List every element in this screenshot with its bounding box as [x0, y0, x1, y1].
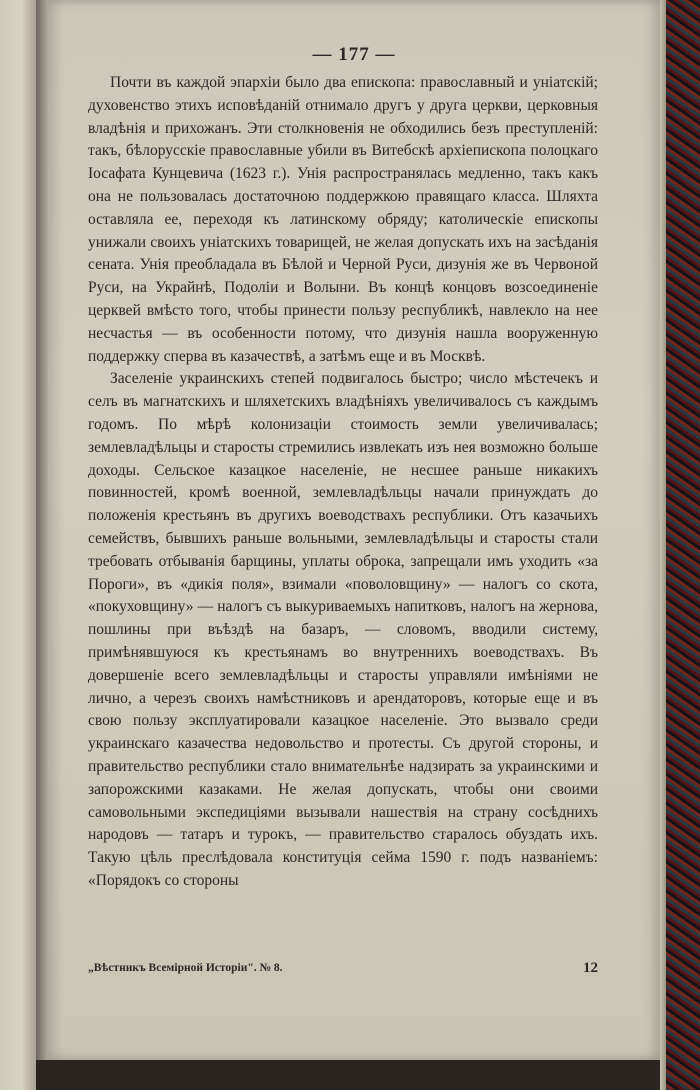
page-body	[88, 72, 598, 893]
page-number: — 177 —	[312, 44, 396, 65]
book-gutter	[36, 0, 48, 1090]
paragraph-2: Заселеніе украинскихъ степей подвигалось быстро; число мѣстечекъ и селъ въ магнатскихъ и шляхетскихъ владѣніяхъ увеличивалось съ каждымъ годомъ. По мѣрѣ колонизаціи стоимость земли увеличивалась; землевладѣльцы и старосты стремились извлекать изъ нея возможно больше доходы. Сельское казацкое населеніе, не несшее раньше никакихъ повинностей, кромѣ военной, землевладѣльцы начали принуждать до положенія крестьянъ въ другихъ воеводствахъ республики. Отъ казачьихъ семействъ, бывшихъ раньше вольными, землевладѣльцы и старосты стали требовать отбыванія барщины, уплаты оброка, запрещали имъ уходить «за Пороги», въ «дикія поля», взимали «поволовщину» — налогъ со скота, «покуховщину» — налогъ съ выкуриваемыхъ напитковъ, налогъ на жернова, пошлины при въѣздѣ на базаръ, — словомъ, вводили систему, примѣнявшуюся къ крестьянамъ во внутреннихъ воеводствахъ. Въ довершеніе всего землевладѣльцы и старосты управляли имѣніями не лично, а черезъ своихъ намѣстниковъ и арендаторовъ, которые еще и въ свою пользу эксплуатировали казацкое населеніе. Это вызвало среди украинскаго казачества недовольство и протесты. Съ другой стороны, и правительство республики стало внимательнѣе надзирать за украинскими и запорожскими казаками. Не желая допускать, чтобы они своими самовольными экспедиціями вызывали нашествія на страну сосѣднихъ народовъ — татаръ и турокъ, — правительство старалось обуздать ихъ. Такую цѣль преслѣдовала конституція сейма 1590 г. подъ названіемъ: «Порядокъ со стороны	[88, 370, 598, 889]
facing-page-edge	[0, 0, 36, 1090]
bottom-shadow	[36, 1060, 660, 1090]
paragraph-1: Почти въ каждой эпархіи было два епископа: православный и уніатскій; духовенство этихъ исповѣданій отнимало другъ у друга церкви, церковныя владѣнія и прихожанъ. Эти столкновенія не обходились безъ преступленій: такъ, бѣлорусскіе православные убили въ Витебскѣ архіепископа полоцкаго Іосафата Кунцевича (1623 г.). Унія распространялась медленно, такъ какъ она не пользовалась достаточною поддержкою правящаго класса. Шляхта оставляла ее, переходя къ латинскому обряду; католическіе епископы унижали своихъ уніатскихъ товарищей, не желая допускать ихъ на засѣданія сената. Унія преобладала въ Бѣлой и Черной Руси, дизунія же въ Червоной Руси, на Украйнѣ, Подоліи и Волыни. Въ концѣ концовъ возсоединеніе церквей вмѣсто того, чтобы принести пользу республикѣ, навлекло на нее несчастья — въ особенности потому, что дизунія нашла вооруженную поддержку сперва въ казачествѣ, а затѣмъ еще и въ Москвѣ.	[88, 74, 598, 365]
footer-sheet-number: 12	[583, 960, 598, 976]
footer-journal-title: „Вѣстникъ Всемірной Исторіи". № 8.	[88, 962, 283, 974]
book-page	[48, 0, 660, 1060]
book-cover-binding	[660, 0, 700, 1090]
